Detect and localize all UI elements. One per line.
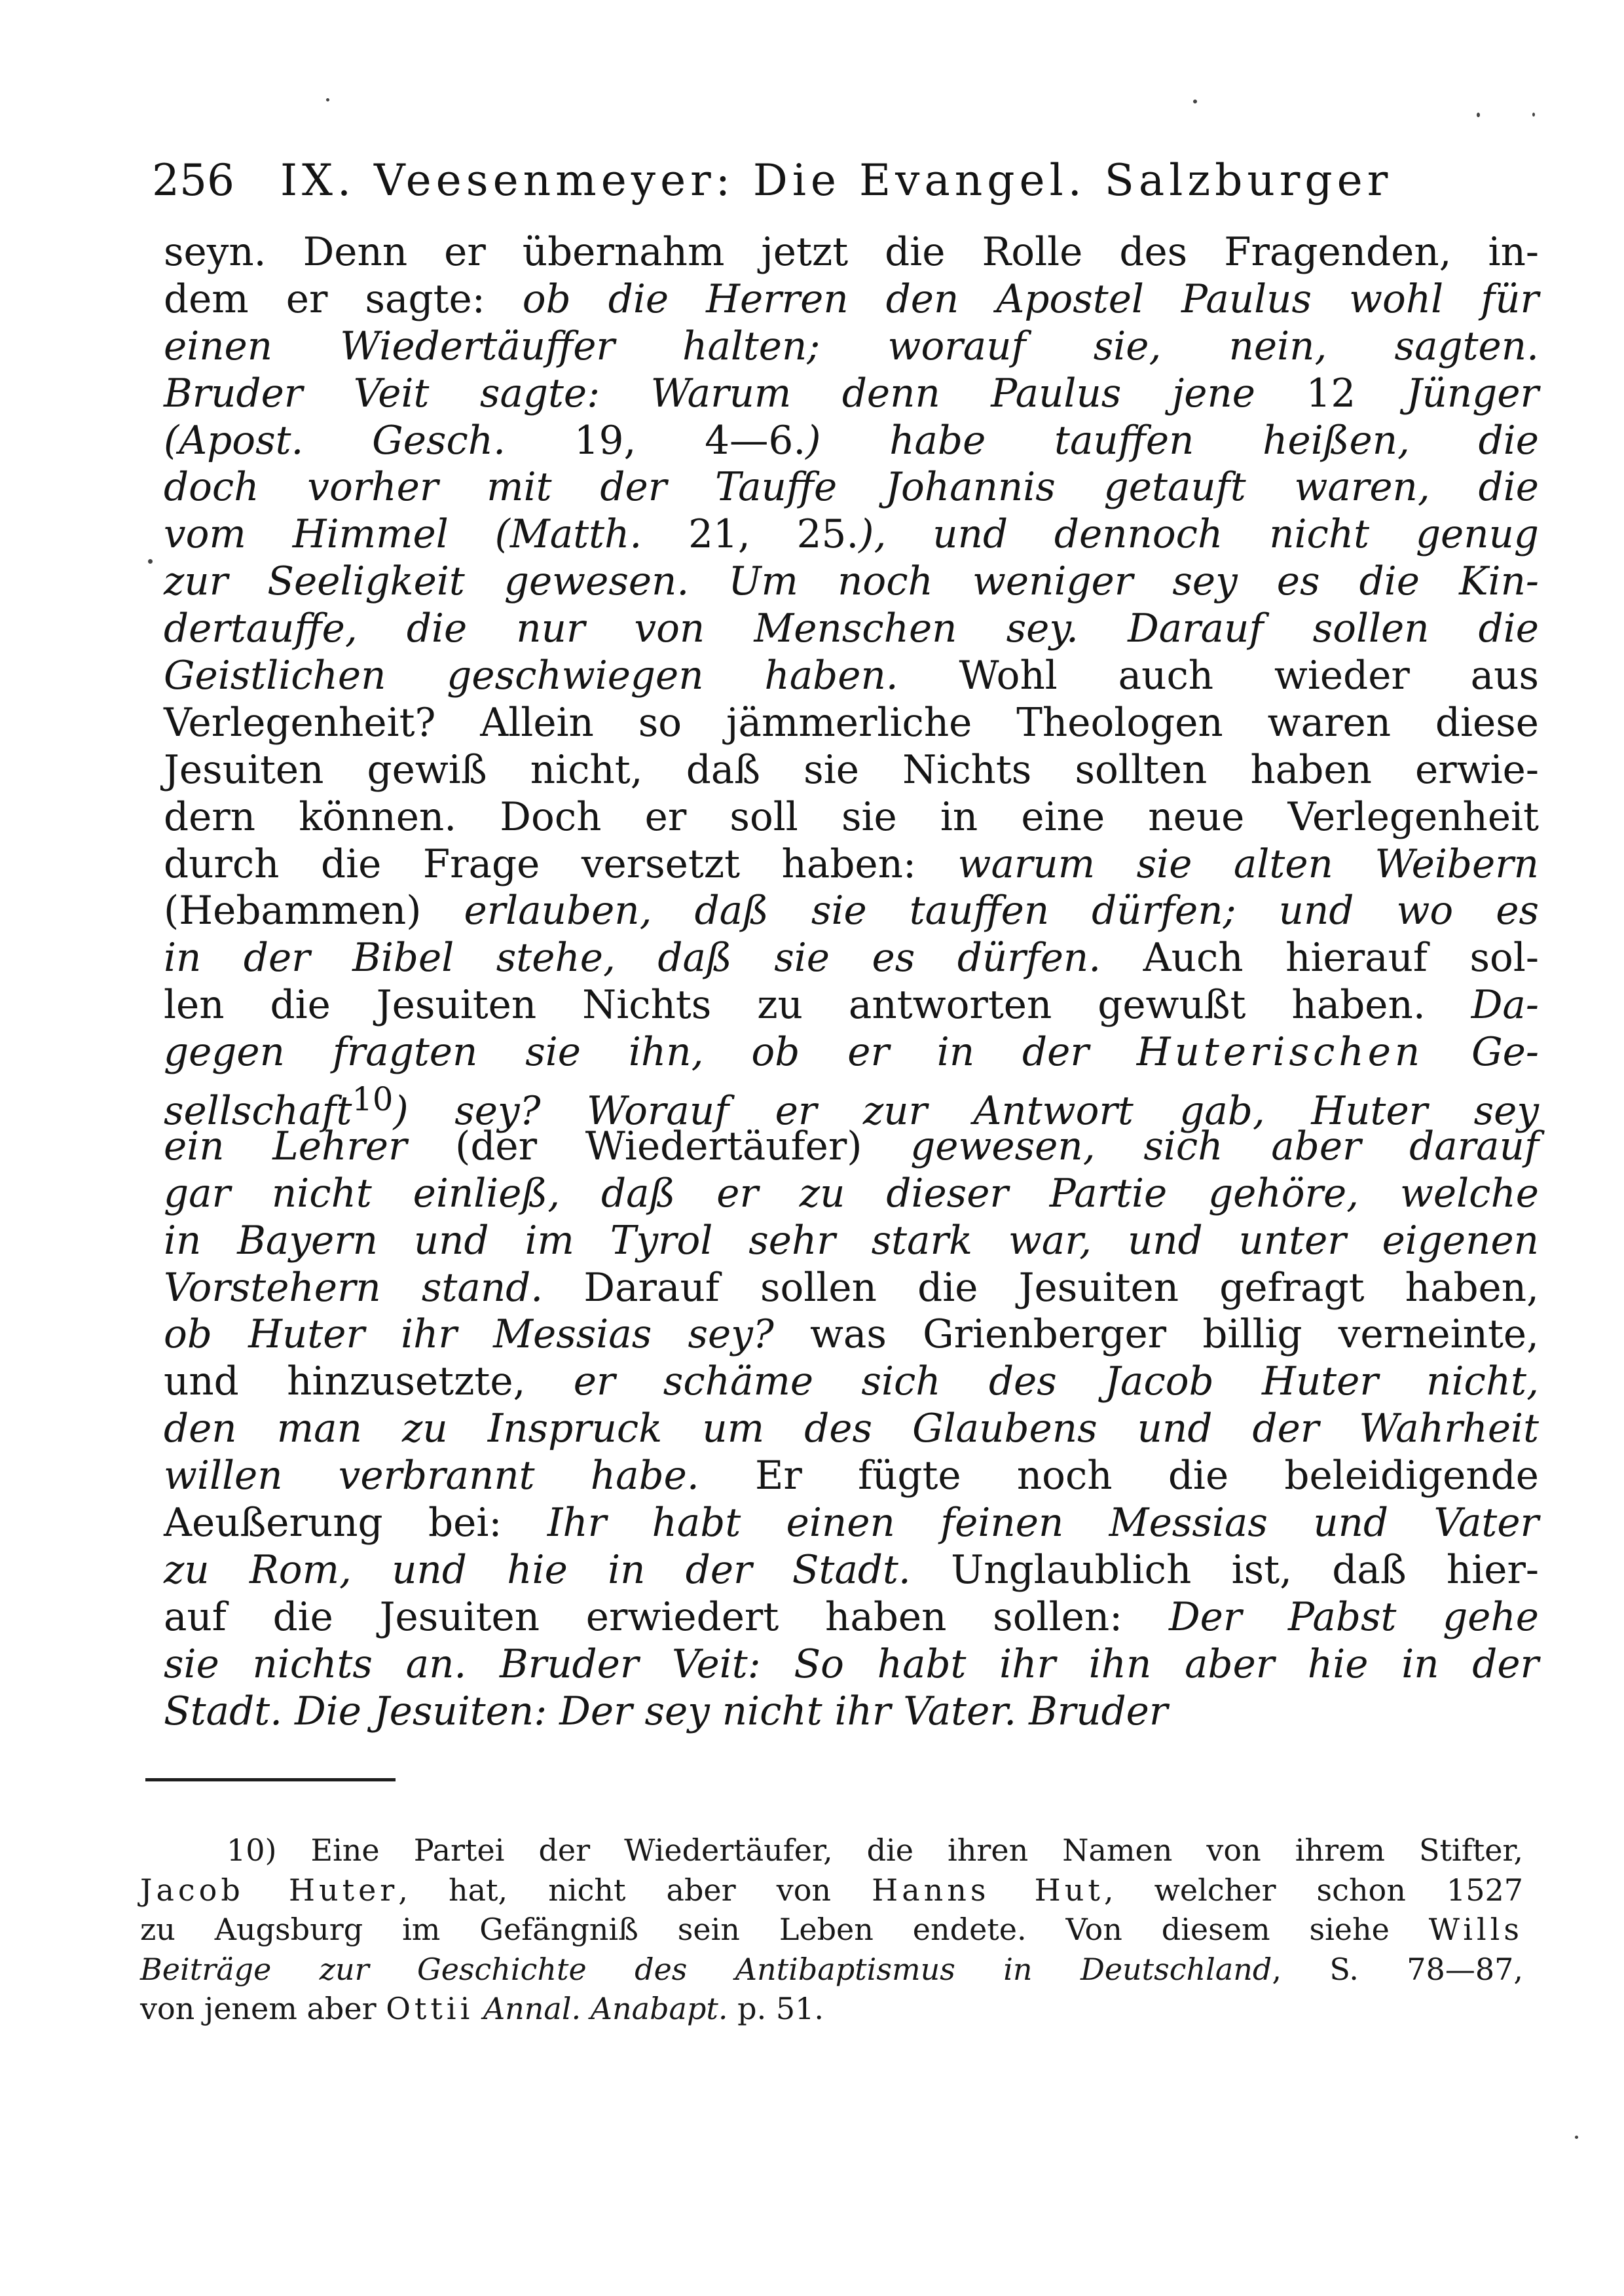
text-run: in der Bibel stehe, daß sie es dürfen. [164, 936, 1101, 981]
text-run: Vorstehern stand. [164, 1265, 544, 1311]
text-run: erlauben, daß sie tauffen dürfen; und wo es [464, 888, 1540, 934]
text-line [164, 276, 1539, 323]
scan-speck [148, 559, 153, 564]
text-run: p. 51. [728, 1991, 824, 2026]
text-run: zu Rom, und hie in der Stadt. [164, 1547, 911, 1593]
text-run: Wohl auch wieder aus [898, 653, 1539, 699]
text-run: Unglaublich ist, daß hier- [910, 1547, 1539, 1593]
text-run: sie nichts an. Bruder Veit: So habt ihr ihn aber hie in der [164, 1641, 1539, 1687]
text-run: 21, 25. [688, 512, 859, 558]
text-run: Geistlichen geschwiegen haben. [164, 653, 898, 699]
text-line [164, 1641, 1539, 1688]
text-run: ob Huter ihr Messias sey? [164, 1312, 774, 1358]
running-header [152, 155, 1498, 207]
text-run: er schäme sich des Jacob Huter nicht, [573, 1359, 1539, 1405]
text-run: dern können. Doch er soll sie in eine neue Verlegenheit [164, 794, 1539, 840]
text-line [164, 1265, 1539, 1312]
scan-speck [1193, 100, 1197, 103]
text-run: Ge- [1424, 1030, 1539, 1076]
text-run: (der Wiedertäufer) [407, 1123, 911, 1169]
text-run: Ottii [386, 1991, 474, 2026]
text-line [164, 1406, 1539, 1453]
text-line [164, 229, 1539, 276]
text-run: ob die Herren den Apostel Paulus wohl für [522, 276, 1540, 322]
text-run: Beiträge zur Geschichte des Antibaptismus in Deutschland [140, 1951, 1272, 1987]
text-run: seyn. Denn er übernahm jetzt die Rolle des Fragenden, in- [164, 230, 1539, 275]
text-run: Jünger [1356, 371, 1539, 416]
text-run: ein Lehrer [164, 1123, 407, 1169]
text-run: Jesuiten gewiß nicht, daß sie Nichts sollten haben erwie- [164, 747, 1539, 793]
scan-speck [326, 98, 329, 101]
text-line [164, 323, 1539, 371]
text-run: Wills [1428, 1912, 1523, 1947]
text-run: gewesen, sich aber darauf [910, 1123, 1539, 1169]
text-run: Da- [1471, 983, 1539, 1029]
scan-speck [1477, 113, 1480, 117]
text-line [164, 1688, 1539, 1736]
text-run: Ihr habt einen feinen Messias und Vater [547, 1501, 1539, 1546]
text-run: (Hebammen) [164, 888, 464, 934]
running-title: IX. Veesenmeyer: Die Evangel. Salzburger [280, 155, 1393, 206]
text-run: , welcher schon 1527 [1103, 1872, 1523, 1908]
text-line [164, 1453, 1539, 1500]
text-line [164, 511, 1539, 558]
scan-speck [1575, 2136, 1578, 2139]
text-run: len die Jesuiten Nichts zu antworten gewußt haben. [164, 983, 1471, 1029]
text-run: was Grienberger billig verneinte, [773, 1312, 1539, 1358]
main-text-block [164, 229, 1539, 1736]
text-run: 19, 4—6. [574, 418, 806, 464]
text-run: , hat, nicht aber von [398, 1872, 872, 1908]
text-run: , S. 78—87, [1272, 1951, 1523, 1987]
text-run: Der Pabst gehe [1168, 1594, 1539, 1640]
text-run: in Bayern und im Tyrol sehr stark war, und unter eigenen [164, 1218, 1539, 1264]
text-run: Verlegenheit? Allein so jämmerliche Theologen waren diese [164, 700, 1539, 746]
text-run: sellschaft [164, 1088, 352, 1134]
text-run: durch die Frage versetzt haben: [164, 841, 958, 887]
text-run: (Apost. Gesch. [164, 418, 574, 464]
text-line [164, 1500, 1539, 1547]
footnote-line [140, 1831, 1523, 1870]
text-run: Huterischen [1136, 1030, 1424, 1076]
text-run: dem er sagte: [164, 276, 523, 322]
text-line [164, 1076, 1539, 1134]
text-run: auf die Jesuiten erwiedert haben sollen: [164, 1594, 1169, 1640]
text-line [164, 558, 1539, 606]
footnote-line [140, 1870, 1523, 1910]
text-run: 10) Eine Partei der Wiedertäufer, die ihren Namen von ihrem Stifter, [227, 1832, 1523, 1868]
text-line [164, 841, 1539, 888]
text-line [164, 1123, 1539, 1171]
text-run: 12 [1306, 371, 1356, 416]
page-number: 256 [152, 155, 234, 206]
text-run: und hinzusetzte, [164, 1359, 574, 1405]
text-line [164, 794, 1539, 841]
text-run: ), und dennoch nicht genug [858, 512, 1539, 558]
footnote-block [140, 1831, 1523, 2029]
text-run: warum sie alten Weibern [957, 841, 1539, 887]
text-line [164, 1547, 1539, 1594]
footnote-divider [145, 1778, 396, 1781]
text-run: den man zu Inspruck um des Glaubens und der Wahrheit [164, 1406, 1539, 1452]
text-run: Auch hierauf sol- [1101, 936, 1539, 981]
text-run: von jenem aber [140, 1991, 386, 2026]
scan-speck [1532, 113, 1535, 117]
text-line [164, 606, 1539, 653]
text-run: dertauffe, die nur von Menschen sey. Darauf sollen die [164, 606, 1539, 652]
text-run: einen Wiedertäuffer halten; worauf sie, nein, sagten. [164, 323, 1539, 369]
text-run: Hanns Hut [872, 1872, 1104, 1908]
text-line [164, 1029, 1539, 1076]
text-line [164, 1311, 1539, 1358]
text-run: willen verbrannt habe. [164, 1453, 699, 1499]
text-line [164, 982, 1539, 1029]
footnote-line [140, 1950, 1523, 1990]
text-line [164, 888, 1539, 935]
text-run: ) sey? Worauf er zur Antwort gab, Huter sey [393, 1088, 1539, 1134]
text-run: Aeußerung bei: [164, 1501, 547, 1546]
text-line [164, 653, 1539, 700]
text-line [164, 1594, 1539, 1641]
text-run: ) habe tauffen heißen, die [805, 418, 1539, 464]
text-line [164, 747, 1539, 794]
text-line [164, 464, 1539, 511]
footnote-line [140, 1989, 1523, 2029]
text-line [164, 418, 1539, 465]
footnote-marker: 10 [352, 1080, 394, 1119]
text-run: doch vorher mit der Tauffe Johannis getauft waren, die [164, 465, 1539, 511]
text-run: gar nicht einließ, daß er zu dieser Partie gehöre, welche [164, 1171, 1539, 1216]
text-run: Darauf sollen die Jesuiten gefragt haben, [543, 1265, 1539, 1311]
text-line [164, 1358, 1539, 1406]
text-run: zu Augsburg im Gefängniß sein Leben endete. Von diesem siehe [140, 1912, 1429, 1947]
text-line [164, 935, 1539, 982]
text-line [164, 1171, 1539, 1218]
text-line [164, 700, 1539, 747]
text-run: vom Himmel (Matth. [164, 512, 689, 558]
text-run: zur Seeligkeit gewesen. Um noch weniger sey es die Kin- [164, 559, 1539, 605]
text-run: Jacob Huter [140, 1872, 399, 1908]
text-run: Bruder Veit sagte: Warum denn Paulus jene [164, 371, 1306, 416]
text-run: gegen fragten sie ihn, ob er in der [164, 1030, 1137, 1076]
footnote-line [140, 1910, 1523, 1950]
text-run: Annal. Anabapt. [483, 1991, 728, 2026]
text-line [164, 371, 1539, 418]
text-run: Stadt. Die Jesuiten: Der sey nicht ihr Vater. Bruder [164, 1688, 1168, 1734]
text-run: Er fügte noch die beleidigende [699, 1453, 1539, 1499]
text-run [473, 1991, 483, 2026]
text-line [164, 1218, 1539, 1265]
